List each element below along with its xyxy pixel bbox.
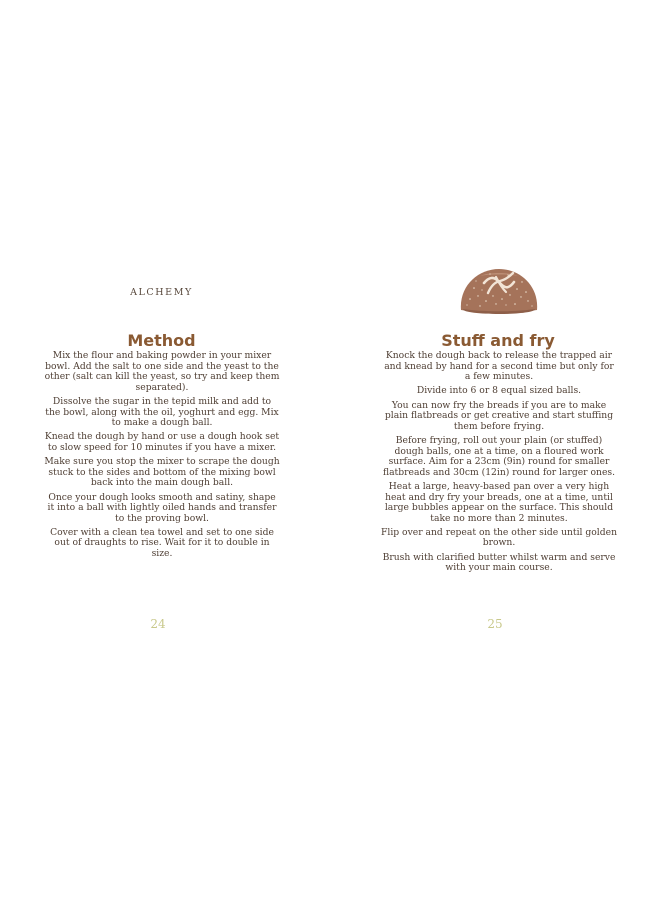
stuff-and-fry-paragraph: Flip over and repeat on the other side until golden brown.	[381, 526, 617, 549]
stuff-and-fry-paragraph: You can now fry the breads if you are to make plain flatbreads or get creative and start stuffing them before frying.	[384, 399, 614, 432]
stuff-and-fry-paragraph: Divide into 6 or 8 equal sized balls.	[416, 385, 582, 397]
stuff-and-fry-heading: Stuff and fry	[441, 331, 555, 350]
stuff-and-fry-paragraph: Before frying, roll out your plain (or stuffed) dough balls, one at a time, on a floured work surface. Aim for a 23cm (9in) round for smaller flatbreads and 30cm (12in) round for larger ones.	[382, 434, 616, 478]
method-paragraph: Mix the flour and baking powder in your mixer bowl. Add the salt to one side and the yeast to the other (salt can kill the yeast, so try and keep them separated).	[44, 350, 280, 393]
method-paragraph: Once your dough looks smooth and satiny, shape it into a ball with lightly oiled hands and transfer to the proving bowl.	[47, 491, 277, 524]
method-paragraph: Make sure you stop the mixer to scrape the dough stuck to the sides and bottom of the mixing bowl back into the main dough ball.	[44, 456, 280, 489]
stuff-and-fry-body	[380, 351, 618, 577]
page-number: 25	[487, 617, 503, 631]
stuff-and-fry-paragraph: Heat a large, heavy-based pan over a very high heat and dry fry your breads, one at a time, until large bubbles appear on the surface. This should take no more than 2 minutes.	[384, 480, 614, 524]
bread-loaf-icon	[458, 266, 540, 314]
method-heading: Method	[127, 331, 196, 350]
stuff-and-fry-paragraph: Knock the dough back to release the trapped air and knead by hand for a second time but only for a few minutes.	[384, 350, 614, 383]
running-head: ALCHEMY	[130, 287, 193, 298]
page-number: 24	[150, 617, 166, 631]
method-paragraph: Dissolve the sugar in the tepid milk and add to the bowl, along with the oil, yoghurt and egg. Mix to make a dough ball.	[45, 395, 279, 429]
stuff-and-fry-paragraph: Brush with clarified butter whilst warm and serve with your main course.	[382, 551, 616, 574]
right-page	[330, 0, 660, 904]
method-paragraph: Knead the dough by hand or use a dough hook set to slow speed for 10 minutes if you have a mixer.	[44, 431, 280, 453]
method-body	[44, 351, 280, 563]
method-paragraph: Cover with a clean tea towel and set to one side out of draughts to rise. Wait for it to double in size.	[50, 526, 274, 560]
